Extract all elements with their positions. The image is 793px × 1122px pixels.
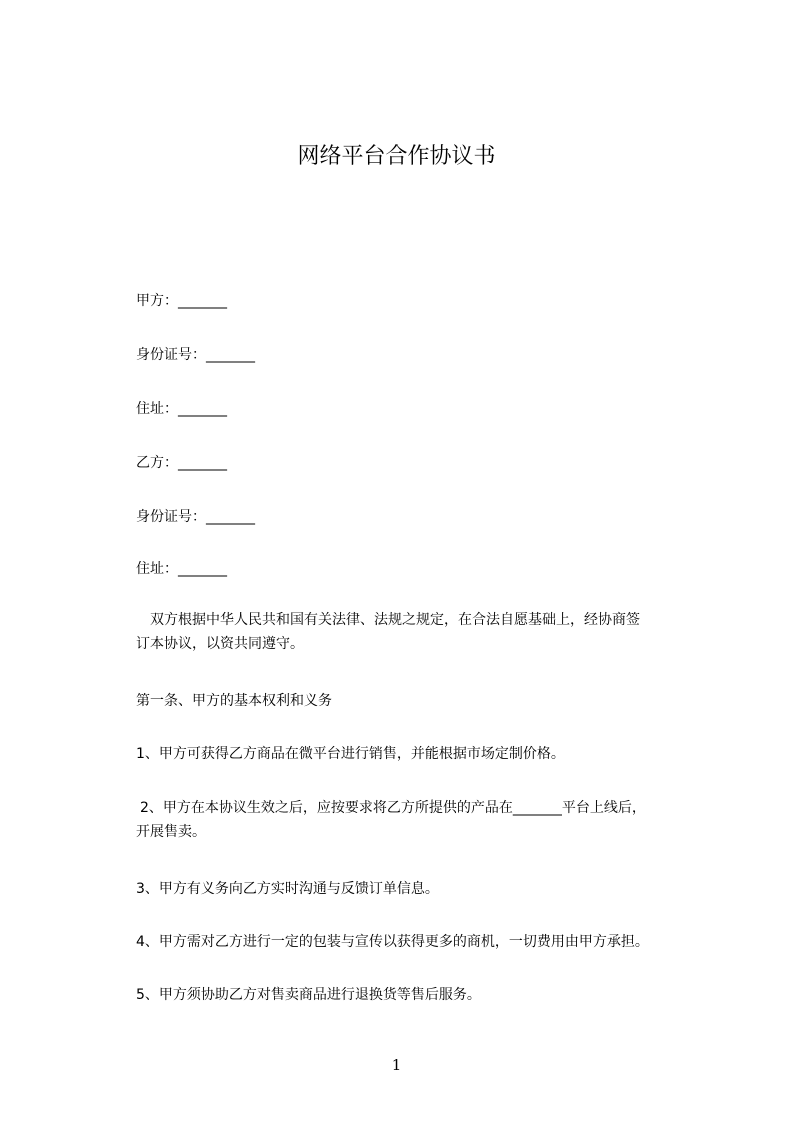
party-a-address-line: 住址：_______ (136, 401, 227, 417)
party-b-id-line: 身份证号：_______ (136, 509, 255, 525)
clause-5: 5、甲方须协助乙方对售卖商品进行退换货等售后服务。 (136, 987, 481, 1003)
article-1-heading: 第一条、甲方的基本权利和义务 (136, 693, 332, 709)
preamble-line-1: 双方根据中华人民共和国有关法律、法规之规定，在合法自愿基础上，经协商签 (150, 612, 640, 628)
page-number: 1 (391, 1056, 402, 1074)
clause-2-line-1: 2、甲方在本协议生效之后，应按要求将乙方所提供的产品在_______平台上线后， (140, 800, 646, 816)
clause-2-paragraph (136, 796, 726, 844)
clause-4: 4、甲方需对乙方进行一定的包装与宣传以获得更多的商机，一切费用由甲方承担。 (136, 934, 649, 950)
clause-3: 3、甲方有义务向乙方实时沟通与反馈订单信息。 (136, 881, 439, 897)
preamble-paragraph (136, 608, 726, 656)
preamble-line-2: 订本协议，以资共同遵守。 (136, 636, 304, 652)
clause-1: 1、甲方可获得乙方商品在微平台进行销售，并能根据市场定制价格。 (136, 746, 565, 762)
clause-2-line-2: 开展售卖。 (136, 824, 206, 840)
party-a-line: 甲方：_______ (136, 293, 227, 309)
party-b-address-line: 住址：_______ (136, 561, 227, 577)
party-a-id-line: 身份证号：_______ (136, 347, 255, 363)
document-title: 网络平台合作协议书 (297, 144, 496, 169)
party-b-line: 乙方：_______ (136, 455, 227, 471)
